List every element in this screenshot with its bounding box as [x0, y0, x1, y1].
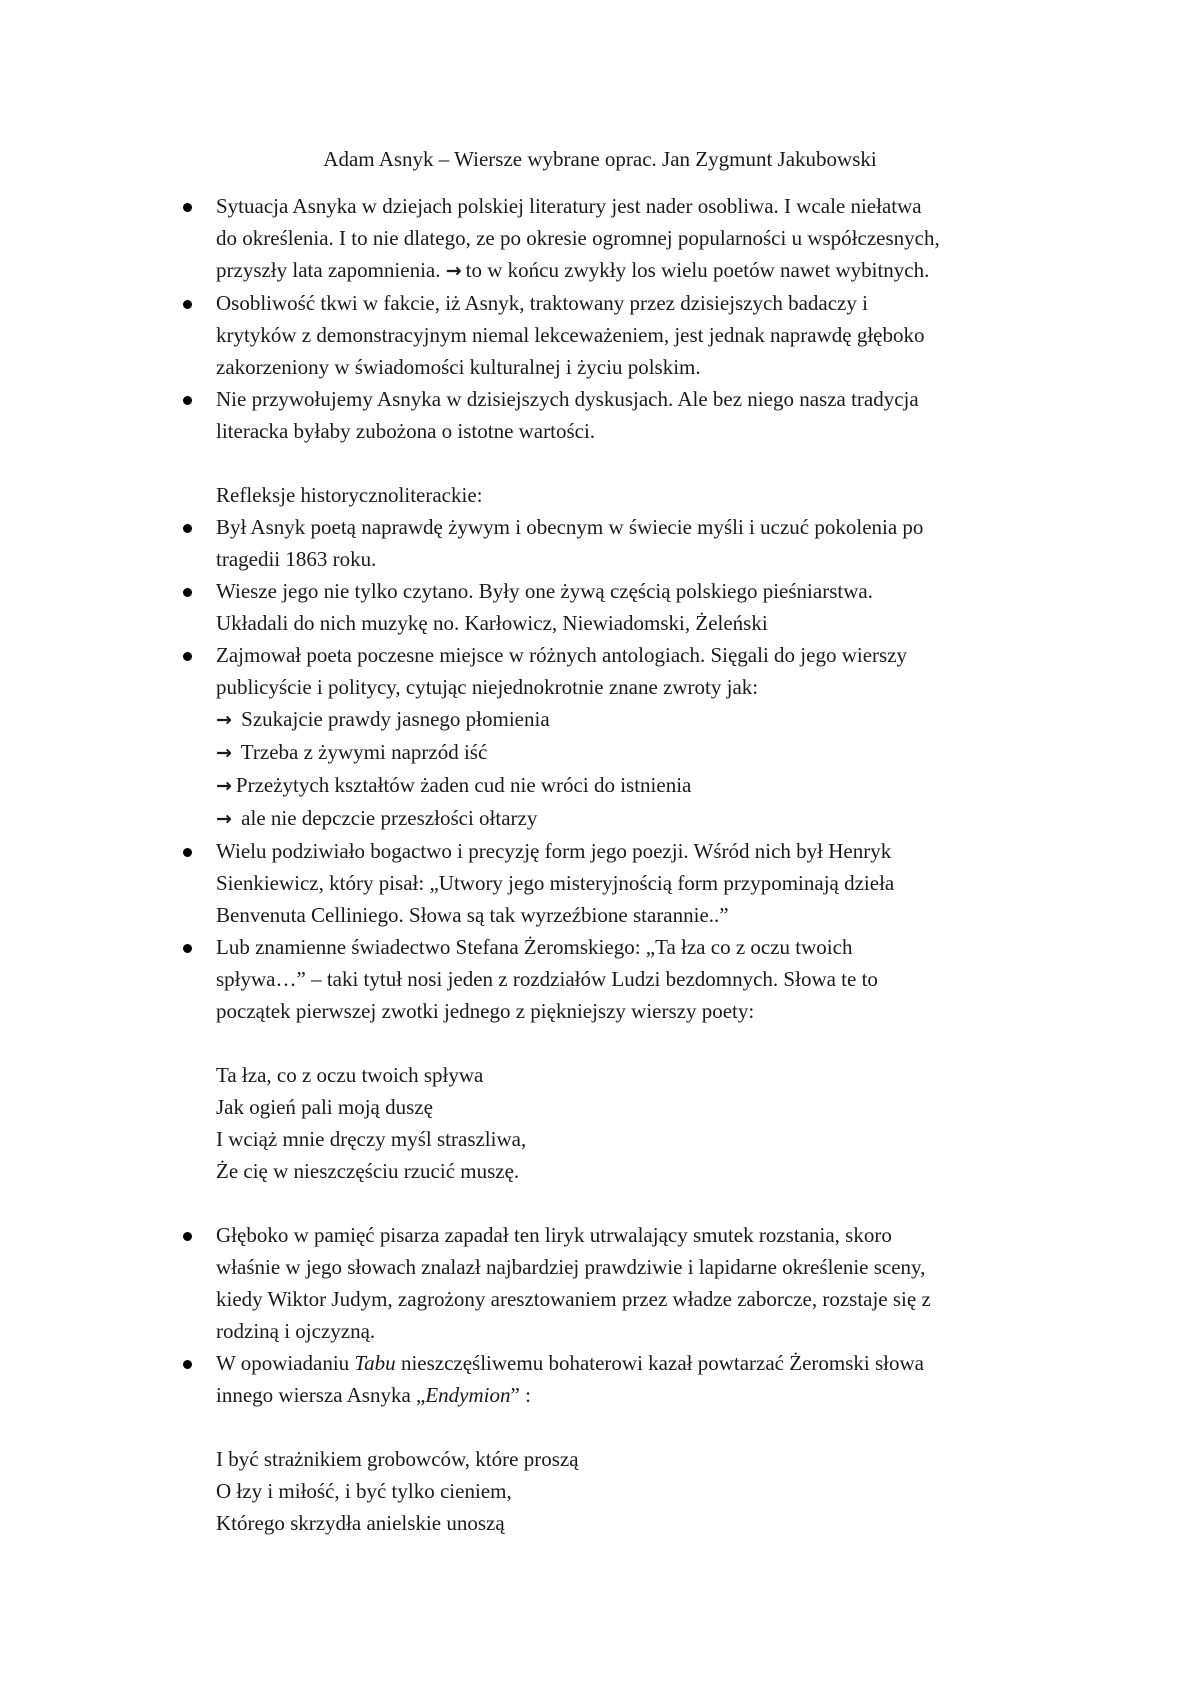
poem-line: Że cię w nieszczęściu rzucić muszę. — [216, 1159, 520, 1183]
bullet-icon — [183, 848, 192, 857]
right-arrow-icon: → — [216, 775, 232, 797]
poem-excerpt-2 — [0, 1443, 1200, 1539]
bullet-icon — [183, 944, 192, 953]
italic-title: Tabu — [354, 1351, 396, 1375]
quote-line: → Przeżytych kształtów żaden cud nie wróci do istnienia — [216, 773, 692, 797]
right-arrow-icon: → — [216, 709, 232, 731]
list-item: Był Asnyk poetą naprawdę żywym i obecnym w świecie myśli i uczuć pokolenia po tragedii 1863 roku. — [0, 511, 1200, 575]
bullet-icon — [183, 524, 192, 533]
poem-line: I być strażnikiem grobowców, które proszą — [216, 1447, 579, 1471]
list-item: W opowiadaniu Tabu nieszczęśliwemu bohaterowi kazał powtarzać Żeromski słowa innego wiersza Asnyka „Endymion” : — [0, 1347, 1200, 1411]
right-arrow-icon: → — [216, 808, 232, 830]
document-title: Adam Asnyk – Wiersze wybrane oprac. Jan Zygmunt Jakubowski — [323, 147, 877, 171]
poem-line: I wciąż mnie dręczy myśl straszliwa, — [216, 1127, 527, 1151]
bullet-icon — [183, 588, 192, 597]
quote-line: → Szukajcie prawdy jasnego płomienia — [216, 707, 550, 731]
list-item: Głęboko w pamięć pisarza zapadał ten liryk utrwalający smutek rozstania, skoro właśnie w jego słowach znalazł najbardziej prawdziwie i lapidarne określenie sceny, kiedy Wiktor Judym, zagrożony aresztowaniem przez władze zaborcze, rozstaje się z rodziną i ojczyzną. — [0, 1219, 1200, 1347]
list-item: Sytuacja Asnyka w dziejach polskiej literatury jest nader osobliwa. I wcale niełatwa do określenia. I to nie dlatego, ze po okresie ogromnej popularności u współczesnych, przyszły lata zapomnienia. → to w końcu zwykły los wielu poetów nawet wybitnych. — [0, 190, 1200, 287]
section-heading: Refleksje historycznoliterackie: — [216, 483, 483, 507]
poem-line: Jak ogień pali moją duszę — [216, 1095, 433, 1119]
bullet-icon — [183, 203, 192, 212]
document-body — [0, 190, 1200, 1539]
bullet-list-reflections — [0, 511, 1200, 1027]
poem-excerpt-1 — [0, 1059, 1200, 1187]
bullet-icon — [183, 652, 192, 661]
list-item: Nie przywołujemy Asnyka w dzisiejszych dyskusjach. Ale bez niego nasza tradycja literacka byłaby zubożona o istotne wartości. — [0, 383, 1200, 447]
quote-line: → ale nie depczcie przeszłości ołtarzy — [216, 806, 538, 830]
poem-line: Którego skrzydła anielskie unoszą — [216, 1511, 505, 1535]
bullet-icon — [183, 396, 192, 405]
list-item: Wielu podziwiało bogactwo i precyzję form jego poezji. Wśród nich był Henryk Sienkiewicz, który pisał: „Utwory jego misteryjnością form przypominają dzieła Benvenuta Celliniego. Słowa są tak wyrzeźbione starannie..” — [0, 835, 1200, 931]
list-item: Wiesze jego nie tylko czytano. Były one żywą częścią polskiego pieśniarstwa. Układali do nich muzykę no. Karłowicz, Niewiadomski, Żeleński — [0, 575, 1200, 639]
right-arrow-icon: → — [216, 742, 232, 764]
poem-line: O łzy i miłość, i być tylko cieniem, — [216, 1479, 512, 1503]
bullet-list-zeromski — [0, 1219, 1200, 1411]
bullet-icon — [183, 300, 192, 309]
list-item: Osobliwość tkwi w fakcie, iż Asnyk, traktowany przez dzisiejszych badaczy i krytyków z demonstracyjnym niemal lekceważeniem, jest jednak naprawdę głęboko zakorzeniony w świadomości kulturalnej i życiu polskim. — [0, 287, 1200, 383]
list-item: Zajmował poeta poczesne miejsce w różnych antologiach. Sięgali do jego wierszy publicyście i politycy, cytując niejednokrotnie znane zwroty jak: → Szukajcie prawdy jasnego płomienia → Trzeba z żywymi naprzód iść → Przeżytych kształtów żaden cud nie wróci do istnienia → ale nie depczcie przeszłości ołtarzy — [0, 639, 1200, 835]
right-arrow-icon: → — [445, 260, 462, 282]
list-item: Lub znamienne świadectwo Stefana Żeromskiego: „Ta łza co z oczu twoich spływa…” – taki tytuł nosi jeden z rozdziałów Ludzi bezdomnych. Słowa te to początek pierwszej zwotki jednego z piękniejszy wierszy poety: — [0, 931, 1200, 1027]
bullet-icon — [183, 1232, 192, 1241]
italic-title: Endymion — [425, 1383, 511, 1407]
bullet-icon — [183, 1360, 192, 1369]
quote-line: → Trzeba z żywymi naprzód iść — [216, 740, 488, 764]
bullet-list-intro — [0, 190, 1200, 447]
poem-line: Ta łza, co z oczu twoich spływa — [216, 1063, 484, 1087]
